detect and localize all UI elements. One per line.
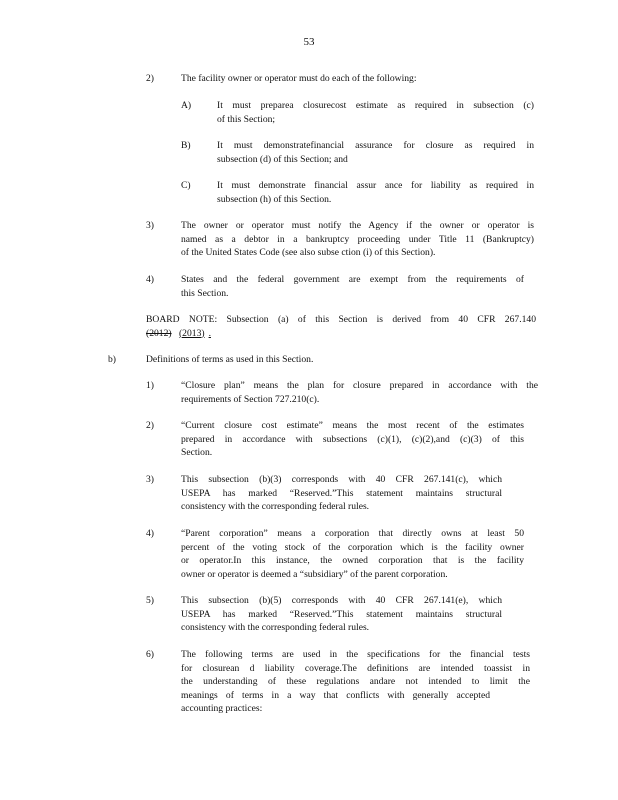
- text-line: It must demonstratefinancial assurance for closure as required in: [217, 140, 534, 151]
- text-line: This subsection (b)(3) corresponds with 40 CFR 267.141(c), which: [181, 474, 502, 485]
- text-line: subsection (d) of this Section; and: [217, 153, 348, 165]
- item-number: 4): [146, 528, 154, 539]
- item-number: 3): [146, 474, 154, 485]
- item-text: [217, 99, 534, 126]
- item-text: [181, 419, 524, 460]
- text-line: The owner or operator must notify the Agency if the owner or operator is: [181, 220, 534, 231]
- item-number: 6): [146, 649, 154, 660]
- text-line: percent of the voting stock of the corporation which is the facility owner: [181, 541, 524, 553]
- item-number: 5): [146, 595, 154, 606]
- item-number: 2): [146, 73, 154, 84]
- board-note-end: .: [208, 327, 211, 339]
- text-line: requirements of Section 727.210(c).: [181, 393, 320, 405]
- board-note-struck-year: (2012): [146, 327, 172, 339]
- text-line: It must demonstrate financial assur ance for liability as required in: [217, 180, 534, 191]
- text-line: USEPA has marked “Reserved.”This statement maintains structural: [181, 487, 502, 499]
- text-line: of this Section;: [217, 113, 276, 125]
- text-line: “Parent corporation” means a corporation that directly owns at least 50: [181, 528, 524, 539]
- text-line: The facility owner or operator must do each of the following:: [181, 73, 417, 84]
- board-note-line: BOARD NOTE: Subsection (a) of this Section is derived from 40 CFR 267.140: [146, 314, 536, 325]
- text-line: This subsection (b)(5) corresponds with 40 CFR 267.141(e), which: [181, 595, 502, 606]
- text-line: accounting practices:: [181, 703, 263, 714]
- item-text: [181, 273, 524, 300]
- item-text: [181, 594, 502, 635]
- section-letter: b): [108, 354, 116, 365]
- text-line: the understanding of these regulations andare not intended to limit the: [181, 676, 530, 687]
- text-line: consistency with the corresponding federal rules.: [181, 501, 370, 512]
- text-line: It must preparea closurecost estimate as required in subsection (c): [217, 100, 534, 111]
- section-heading: Definitions of terms as used in this Section.: [146, 354, 314, 365]
- text-line: Section.: [181, 447, 213, 458]
- text-line: named as a debtor in a bankruptcy proceeding under Title 11 (Bankruptcy): [181, 233, 534, 245]
- text-line: owner or operator is deemed a “subsidiary” of the parent corporation.: [181, 568, 448, 580]
- board-note-inserted-year: (2013): [178, 327, 205, 339]
- text-line: for closurean d liability coverage.The definitions are intended toassist in: [181, 662, 530, 674]
- text-line: meanings of terms in a way that conflicts with generally accepted: [181, 689, 490, 701]
- text-line: consistency with the corresponding federal rules.: [181, 622, 370, 633]
- text-line: States and the federal government are exempt from the requirements of: [181, 274, 524, 285]
- item-number: C): [181, 180, 191, 191]
- text-line: The following terms are used in the specifications for the financial tests: [181, 649, 530, 660]
- item-text: [217, 139, 534, 166]
- item-number: 4): [146, 274, 154, 285]
- item-text: [181, 219, 534, 260]
- item-text: [217, 179, 534, 206]
- item-number: B): [181, 140, 191, 151]
- item-number: A): [181, 100, 192, 111]
- text-line: “Current closure cost estimate” means the most recent of the estimates: [181, 420, 524, 431]
- item-text: [181, 648, 530, 716]
- page-number: 53: [303, 36, 315, 48]
- text-line: “Closure plan” means the plan for closure prepared in accordance with the: [181, 380, 538, 391]
- board-note: [146, 313, 536, 340]
- item-text: [181, 473, 502, 514]
- item-number: 2): [146, 420, 154, 431]
- item-text: [181, 379, 538, 406]
- item-text: [181, 527, 524, 581]
- text-line: subsection (h) of this Section.: [217, 193, 332, 205]
- item-number: 3): [146, 220, 154, 231]
- text-line: prepared in accordance with subsections (c)(1), (c)(2),and (c)(3) of this: [181, 433, 524, 445]
- text-line: or operator.In this instance, the owned corporation that is the facility: [181, 555, 524, 566]
- item-text: [181, 72, 538, 86]
- text-line: this Section.: [181, 287, 229, 299]
- item-number: 1): [146, 380, 154, 391]
- text-line: of the United States Code (see also subse ction (i) of this Section).: [181, 247, 436, 258]
- text-line: USEPA has marked “Reserved.”This statement maintains structural: [181, 608, 502, 620]
